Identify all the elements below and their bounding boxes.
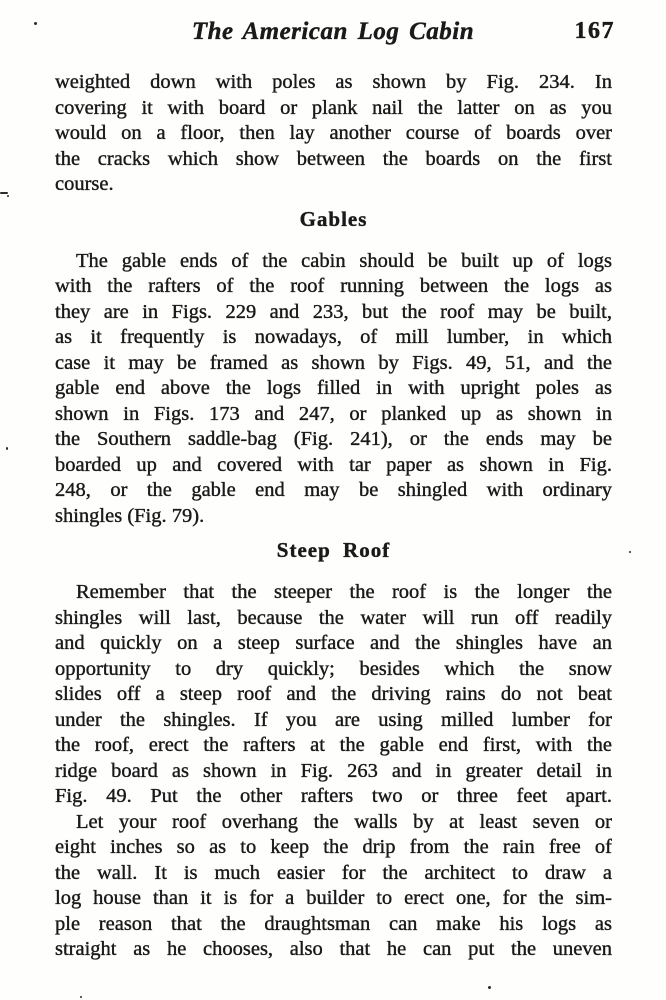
text-line: would on a floor, then lay another course of boards over [55, 122, 612, 144]
scan-speck [0, 192, 8, 194]
text-line: The gable ends of the cabin should be built up of logs [76, 249, 612, 272]
page-header [0, 0, 666, 50]
text-line: log house than it is for a builder to erect one, for the sim- [55, 887, 612, 909]
text-line: under the shingles. If you are using milled lumber for [55, 708, 612, 731]
text-line: weighted down with poles as shown by Fig. 234. In [55, 71, 612, 93]
text-line: they are in Figs. 229 and 233, but the roof may be built, [55, 300, 612, 323]
section-heading: Gables [299, 206, 368, 231]
text-line: with the rafters of the roof running between the logs as [55, 275, 612, 297]
text-line: covering it with board or plank nail the latter on as you [55, 96, 612, 119]
text-line: eight inches so as to keep the drip from the rain free of [55, 836, 612, 858]
text-line: shown in Figs. 173 and 247, or planked up as shown in [55, 402, 612, 425]
text-line: and quickly on a steep surface and the shingles have an [55, 632, 612, 654]
text-line: Remember that the steeper the roof is the longer the [76, 581, 612, 603]
running-title: The American Log Cabin [191, 18, 475, 45]
scan-speck [6, 447, 8, 450]
text-line: Let your roof overhang the walls by at least seven or [76, 810, 612, 833]
scan-speck [34, 22, 37, 25]
scan-speck [629, 551, 631, 553]
text-line: the wall. It is much easier for the architect to draw a [55, 861, 612, 884]
text-line: ridge board as shown in Fig. 263 and in greater detail in [55, 759, 612, 782]
text-line: the cracks which show between the boards on the first [55, 147, 612, 170]
text-line: case it may be framed as shown by Figs. 49, 51, and the [55, 351, 612, 374]
text-line: gable end above the logs filled in with upright poles as [55, 377, 612, 399]
text-line: as it frequently is nowadays, of mill lumber, in which [55, 326, 612, 348]
paragraph [55, 249, 612, 530]
text-line: course. [55, 173, 114, 195]
text-line: the Southern saddle-bag (Fig. 241), or the ends may be [55, 428, 612, 450]
scan-speck [488, 986, 491, 989]
text-line: shingles (Fig. 79). [55, 504, 205, 527]
paragraph [55, 70, 612, 198]
section-heading: Steep Roof [276, 538, 391, 562]
text-line: shingles will last, because the water will run off readily [55, 606, 612, 629]
paragraph [55, 580, 612, 810]
text-line: slides off a steep roof and the driving rains do not beat [55, 683, 612, 705]
text-line: straight as he chooses, also that he can put the uneven [55, 938, 612, 960]
text-line: the roof, erect the rafters at the gable end first, with the [55, 734, 612, 756]
text-line: boarded up and covered with tar paper as shown in Fig. [55, 453, 612, 476]
page-number: 167 [574, 18, 615, 44]
paragraph [55, 810, 612, 963]
text-line: 248, or the gable end may be shingled with ordinary [55, 479, 612, 501]
text-line: Fig. 49. Put the other rafters two or three feet apart. [55, 785, 612, 807]
text-line: ple reason that the draughtsman can make his logs as [55, 912, 612, 935]
text-body [0, 50, 666, 963]
scan-speck [7, 195, 9, 197]
text-line: opportunity to dry quickly; besides which the snow [55, 657, 612, 680]
scan-speck [80, 996, 82, 998]
